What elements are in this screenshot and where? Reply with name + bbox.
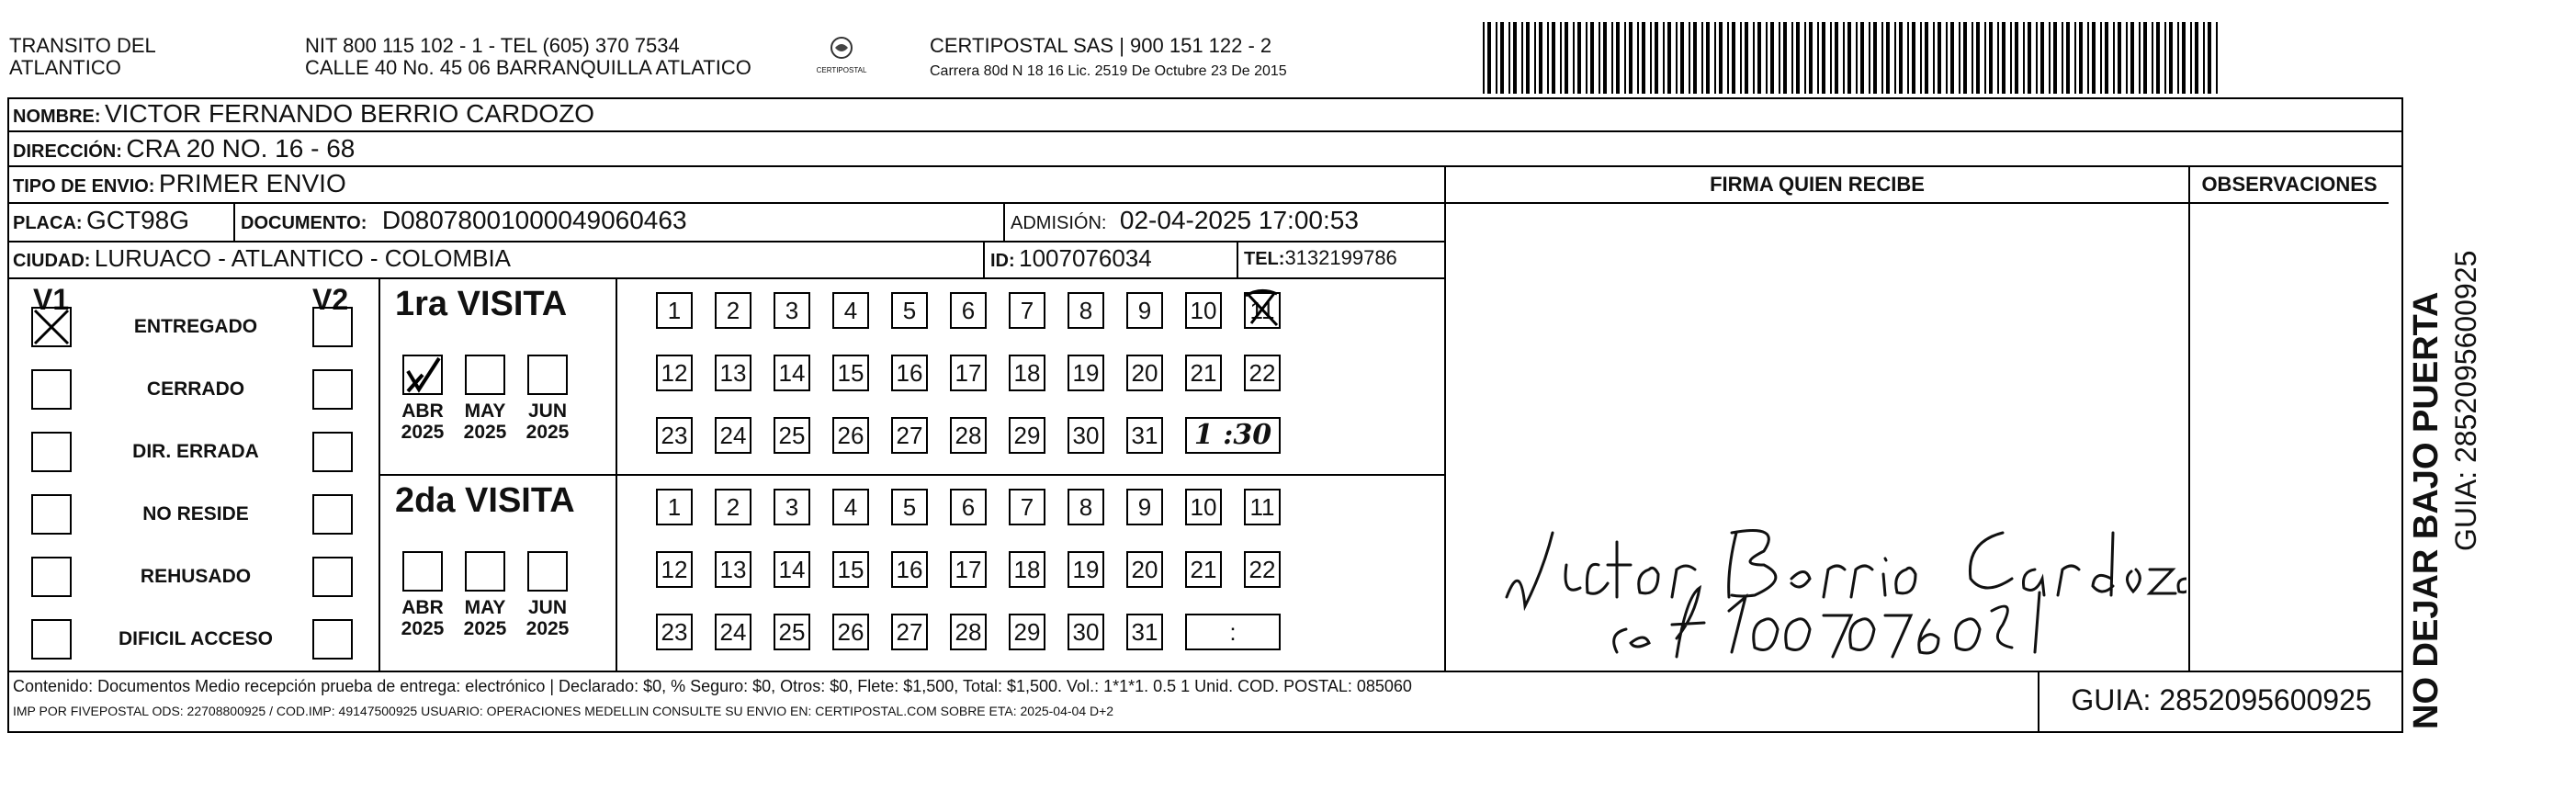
barcode-bar [2208,22,2211,94]
barcode-bar [1599,22,1600,94]
visit-1-day-5[interactable]: 5 [891,292,928,329]
v1-checkbox-dir-errada[interactable] [31,432,72,472]
barcode-bar [1508,22,1510,94]
city-label: CIUDAD: [13,251,91,271]
visit-2-day-8[interactable]: 8 [1068,489,1104,525]
barcode-bar [1933,22,1935,94]
check-mark-icon [404,356,441,393]
barcode-bar [1714,22,1716,94]
barcode-bar [2053,22,2057,94]
send-type-label: TIPO DE ENVIO: [13,176,155,197]
barcode-bar [1727,22,1729,94]
visit-1-day-2[interactable]: 2 [715,292,751,329]
barcode-bar [1521,22,1523,94]
admission-cell [1005,204,1442,241]
barcode-bar [1984,22,1986,94]
barcode-bar [1856,22,1858,94]
barcode-bar [1783,22,1787,94]
visit-1-day-21[interactable]: 21 [1185,355,1222,391]
barcode-bar [1804,22,1806,94]
visit-1-day-14[interactable]: 14 [774,355,810,391]
send-type: PRIMER ENVIO [158,169,346,197]
visit-1-day-11[interactable]: 11 [1244,292,1281,329]
address-label: DIRECCIÓN: [13,141,122,162]
id-cell [985,242,1238,277]
visit-1-title: 1ra VISITA [395,285,568,323]
v2-checkbox-dir-errada[interactable] [312,432,353,472]
v1-checkbox-cerrado[interactable] [31,369,72,410]
v2-checkbox-entregado[interactable] [312,307,353,347]
barcode-bar [1989,22,1993,94]
status-label-dir-errada: DIR. ERRADA [132,441,259,462]
city-row [7,242,1444,279]
visit-2-day-30[interactable]: 30 [1068,614,1104,650]
barcode-bar [1963,22,1967,94]
visit-1-day-10[interactable]: 10 [1185,292,1222,329]
barcode [1483,22,2220,94]
side-guia: GUIA: 2852095600925 [2449,250,2482,551]
barcode-bar [2203,22,2205,94]
v1-checkbox-rehusado[interactable] [31,557,72,597]
barcode-bar [1483,22,1485,94]
barcode-bar [1869,22,1870,94]
barcode-bar [1689,22,1690,94]
visit-2-day-7[interactable]: 7 [1009,489,1045,525]
status-label-dificil-acceso: DIFICIL ACCESO [118,628,273,649]
visit-2-day-13[interactable]: 13 [715,551,751,588]
barcode-bar [2049,22,2051,94]
visit-1-day-25[interactable]: 25 [774,417,810,454]
company-name [9,35,156,79]
visit-2-day-26[interactable]: 26 [832,614,869,650]
footer-imp-line: IMP POR FIVEPOSTAL ODS: 22708800925 / COD.IMP: 49147500925 USUARIO: OPERACIONES MEDELLIN CONSULTE SU ENVIO EN: CERTIPOSTAL.COM SOBRE ETA: 2025-04-04 D+2 [13,704,1114,718]
barcode-bar [1513,22,1517,94]
visit-1-day-13[interactable]: 13 [715,355,751,391]
visit-2-day-23[interactable]: 23 [656,614,693,650]
barcode-bar [1843,22,1845,94]
tel-cell [1238,242,1442,277]
tel-value: 3132199786 [1284,246,1397,269]
recipient-address: CRA 20 NO. 16 - 68 [126,134,356,163]
company-line2: ATLANTICO [9,56,121,79]
visit-2-day-14[interactable]: 14 [774,551,810,588]
barcode-bar [1796,22,1800,94]
status-label-no-reside: NO RESIDE [142,503,249,524]
barcode-bar [1655,22,1658,94]
barcode-bar [2182,22,2186,94]
barcode-bar [1886,22,1890,94]
visit-2-day-10[interactable]: 10 [1185,489,1222,525]
barcode-bar [2002,22,2005,94]
barcode-bar [1676,22,1678,94]
barcode-bar [1667,22,1671,94]
visit-2-day-29[interactable]: 29 [1009,614,1045,650]
visit-2-day-3[interactable]: 3 [774,489,810,525]
visit-2-month-abr[interactable] [402,551,443,592]
visit-1-day-20[interactable]: 20 [1126,355,1163,391]
license-line: Carrera 80d N 18 16 Lic. 2519 De Octubre 23 De 2015 [930,63,1287,79]
barcode-bar [1757,22,1761,94]
barcode-bar [2028,22,2031,94]
barcode-bar [1779,22,1780,94]
visit-2-day-5[interactable]: 5 [891,489,928,525]
visit-1-time-field[interactable]: 1 :30 [1185,417,1281,454]
barcode-bar [1946,22,1948,94]
visit-2-month-label-jun: JUN 2025 [525,597,570,639]
barcode-bar [2190,22,2192,94]
barcode-bar [1577,22,1581,94]
v1-checkbox-dificil-acceso[interactable] [31,619,72,660]
visit-1-day-16[interactable]: 16 [891,355,928,391]
barcode-bar [2118,22,2121,94]
status-label-rehusado: REHUSADO [140,566,252,587]
barcode-bar [2216,22,2218,94]
visit-2-day-9[interactable]: 9 [1126,489,1163,525]
visit-1-day-8[interactable]: 8 [1068,292,1104,329]
barcode-bar [1745,22,1748,94]
visit-1-day-31[interactable]: 31 [1126,417,1163,454]
barcode-bar [1701,22,1703,94]
logo-text: CERTIPOSTAL [816,66,867,74]
visit-1-month-label-jun: JUN 2025 [525,400,570,443]
barcode-bar [1732,22,1735,94]
visit-1-day-22[interactable]: 22 [1244,355,1281,391]
barcode-bar [1920,22,1922,94]
visit-1-day-19[interactable]: 19 [1068,355,1104,391]
barcode-bar [2139,22,2141,94]
certipostal-line: CERTIPOSTAL SAS | 900 151 122 - 2 [930,34,1272,57]
visit-1-day-30[interactable]: 30 [1068,417,1104,454]
v1-checkbox-entregado[interactable] [31,307,72,347]
visit-2-day-21[interactable]: 21 [1185,551,1222,588]
barcode-bar [1637,22,1639,94]
visit-1-day-7[interactable]: 7 [1009,292,1045,329]
visit-2-day-18[interactable]: 18 [1009,551,1045,588]
barcode-bar [1526,22,1530,94]
barcode-bar [1534,22,1536,94]
barcode-bar [1539,22,1542,94]
barcode-bar [2040,22,2044,94]
barcode-bar [1822,22,1825,94]
admission-value: 02-04-2025 17:00:53 [1119,206,1359,234]
visit-2-day-27[interactable]: 27 [891,614,928,650]
barcode-bar [1642,22,1645,94]
visit-2-day-31[interactable]: 31 [1126,614,1163,650]
visit-1-month-label-abr: ABR 2025 [401,400,445,443]
visit-2-day-1[interactable]: 1 [656,489,693,525]
company-line1: TRANSITO DEL [9,34,156,57]
id-label: ID: [990,251,1015,271]
barcode-bar [1791,22,1793,94]
v2-label: V2 [312,283,349,316]
visit-2-title: 2da VISITA [395,481,575,520]
barcode-bar [2015,22,2018,94]
barcode-bar [2195,22,2198,94]
barcode-bar [1496,22,1497,94]
signature-col-divider [1444,204,1446,671]
barcode-bar [1881,22,1883,94]
barcode-bar [1997,22,1999,94]
barcode-bar [2092,22,2096,94]
barcode-bar [1753,22,1755,94]
barcode-bar [1894,22,1896,94]
barcode-bar [1912,22,1915,94]
send-type-row [7,167,1444,204]
certipostal-logo [814,35,869,81]
barcode-bar [1766,22,1768,94]
barcode-bar [1603,22,1607,94]
visit-2-day-15[interactable]: 15 [832,551,869,588]
barcode-bar [1706,22,1710,94]
barcode-bar [1950,22,1954,94]
guia-box: GUIA: 2852095600925 [2038,671,2403,733]
address-row [7,132,2401,167]
tel-label: TEL: [1244,249,1285,269]
check-x-icon [33,309,70,345]
visit-1-day-1[interactable]: 1 [656,292,693,329]
document-value: D08078001000049060463 [381,206,687,234]
visit-1-day-6[interactable]: 6 [950,292,987,329]
nit-line: NIT 800 115 102 - 1 - TEL (605) 370 7534 [305,34,680,57]
city-cell [7,242,985,277]
barcode-bar [1650,22,1652,94]
visit-1-day-9[interactable]: 9 [1126,292,1163,329]
signature-header: FIRMA QUIEN RECIBE [1444,167,2188,204]
visit-1-day-17[interactable]: 17 [950,355,987,391]
visit-1-day-28[interactable]: 28 [950,417,987,454]
v2-checkbox-dificil-acceso[interactable] [312,619,353,660]
v1-label: V1 [33,283,70,316]
v1-checkbox-no-reside[interactable] [31,494,72,535]
visit-2-day-19[interactable]: 19 [1068,551,1104,588]
visit-2-month-may[interactable] [465,551,505,592]
visit-2-day-20[interactable]: 20 [1126,551,1163,588]
visit-1-month-may[interactable] [465,355,505,395]
name-row [7,97,2401,132]
visit-2-month-jun[interactable] [527,551,568,592]
visit-1-day-15[interactable]: 15 [832,355,869,391]
visit-2-month-label-abr: ABR 2025 [401,597,445,639]
barcode-bar [1938,22,1941,94]
barcode-bar [2130,22,2134,94]
barcode-bar [1547,22,1549,94]
name-label: NOMBRE: [13,107,101,127]
handwritten-signature [1488,478,2186,661]
barcode-bar [2036,22,2038,94]
visit-2-day-4[interactable]: 4 [832,489,869,525]
barcode-bar [1573,22,1575,94]
barcode-bar [2087,22,2089,94]
barcode-bar [2164,22,2166,94]
visit-1-day-4[interactable]: 4 [832,292,869,329]
barcode-bar [1740,22,1742,94]
barcode-bar [1830,22,1832,94]
recipient-name: VICTOR FERNANDO BERRIO CARDOZO [105,99,595,128]
v2-checkbox-rehusado[interactable] [312,557,353,597]
barcode-bar [1719,22,1723,94]
visit-1-day-26[interactable]: 26 [832,417,869,454]
observations-header: OBSERVACIONES [2188,167,2389,204]
barcode-bar [1565,22,1568,94]
logo-icon [823,35,860,62]
barcode-bar [2156,22,2160,94]
visit-1-day-3[interactable]: 3 [774,292,810,329]
visit-1-day-27[interactable]: 27 [891,417,928,454]
visit-2-day-6[interactable]: 6 [950,489,987,525]
plate-value: GCT98G [86,206,190,234]
status-label-cerrado: CERRADO [146,378,245,400]
barcode-bar [1907,22,1909,94]
visit-2-month-label-may: MAY 2025 [463,597,507,639]
barcode-bar [2105,22,2108,94]
visit-2-day-2[interactable]: 2 [715,489,751,525]
barcode-bar [1680,22,1684,94]
visit-2-day-11[interactable]: 11 [1244,489,1281,525]
visit-1-month-jun[interactable] [527,355,568,395]
barcode-bar [1899,22,1903,94]
plate-cell [7,204,235,241]
barcode-bar [2074,22,2076,94]
barcode-bar [1835,22,1838,94]
barcode-bar [2113,22,2115,94]
barcode-bar [2177,22,2179,94]
visit-1-day-29[interactable]: 29 [1009,417,1045,454]
barcode-bar [2062,22,2063,94]
plate-label: PLACA: [13,213,83,233]
city-value: LURUACO - ATLANTICO - COLOMBIA [94,244,512,272]
barcode-bar [1487,22,1491,94]
address-line: CALLE 40 No. 45 06 BARRANQUILLA ATLATICO [305,56,751,79]
id-value: 1007076034 [1019,244,1152,272]
day-mark-icon [1242,287,1282,331]
no-dejar-label: NO DEJAR BAJO PUERTA [2407,291,2446,729]
barcode-bar [2126,22,2128,94]
visit-2-day-16[interactable]: 16 [891,551,928,588]
barcode-bar [2066,22,2070,94]
status-label-entregado: ENTREGADO [133,316,258,337]
barcode-bar [1611,22,1613,94]
barcode-bar [1590,22,1594,94]
barcode-bar [1873,22,1877,94]
barcode-bar [1552,22,1555,94]
footer-contents: Contenido: Documentos Medio recepción prueba de entrega: electrónico | Declarado: $0, % Seguro: $0, Otros: $0, Flete: $1,500, Total: $1,500. Vol.: 1*1*1. 0.5 1 Unid. COD. POSTAL: 085060 [13,677,1412,695]
barcode-bar [1972,22,1973,94]
visit-2-day-17[interactable]: 17 [950,551,987,588]
barcode-bar [1629,22,1633,94]
barcode-bar [1770,22,1774,94]
barcode-bar [1693,22,1697,94]
visit-2-day-24[interactable]: 24 [715,614,751,650]
barcode-bar [1500,22,1504,94]
barcode-bar [2152,22,2153,94]
document-cell [235,204,1005,241]
barcode-bar [1624,22,1626,94]
barcode-bar [2023,22,2025,94]
barcode-bar [1809,22,1813,94]
observations-col-divider [2188,167,2190,671]
v2-checkbox-no-reside[interactable] [312,494,353,535]
barcode-bar [1860,22,1864,94]
v2-checkbox-cerrado[interactable] [312,369,353,410]
barcode-bar [2169,22,2173,94]
visit-1-day-18[interactable]: 18 [1009,355,1045,391]
visit-1-month-abr[interactable] [402,355,443,395]
admission-label: ADMISIÓN: [1011,213,1107,233]
visit-2-day-12[interactable]: 12 [656,551,693,588]
barcode-bar [2100,22,2102,94]
barcode-bar [2143,22,2147,94]
barcode-bar [2010,22,2012,94]
visit-2-day-28[interactable]: 28 [950,614,987,650]
barcode-bar [1847,22,1851,94]
visit-2-day-22[interactable]: 22 [1244,551,1281,588]
barcode-bar [1586,22,1587,94]
visit-2-day-25[interactable]: 25 [774,614,810,650]
visit-1-month-label-may: MAY 2025 [463,400,507,443]
barcode-bar [1663,22,1665,94]
visit-1-day-12[interactable]: 12 [656,355,693,391]
visit-1-day-24[interactable]: 24 [715,417,751,454]
barcode-bar [1925,22,1928,94]
company-contact [305,35,751,79]
visit-1-day-23[interactable]: 23 [656,417,693,454]
barcode-bar [1560,22,1562,94]
barcode-bar [1817,22,1819,94]
barcode-bar [1959,22,1960,94]
visit-2-time-field[interactable]: : [1185,614,1281,650]
barcode-bar [1976,22,1980,94]
plate-row [7,204,1444,242]
barcode-bar [1616,22,1620,94]
barcode-bar [2079,22,2083,94]
document-label: DOCUMENTO: [241,213,367,233]
